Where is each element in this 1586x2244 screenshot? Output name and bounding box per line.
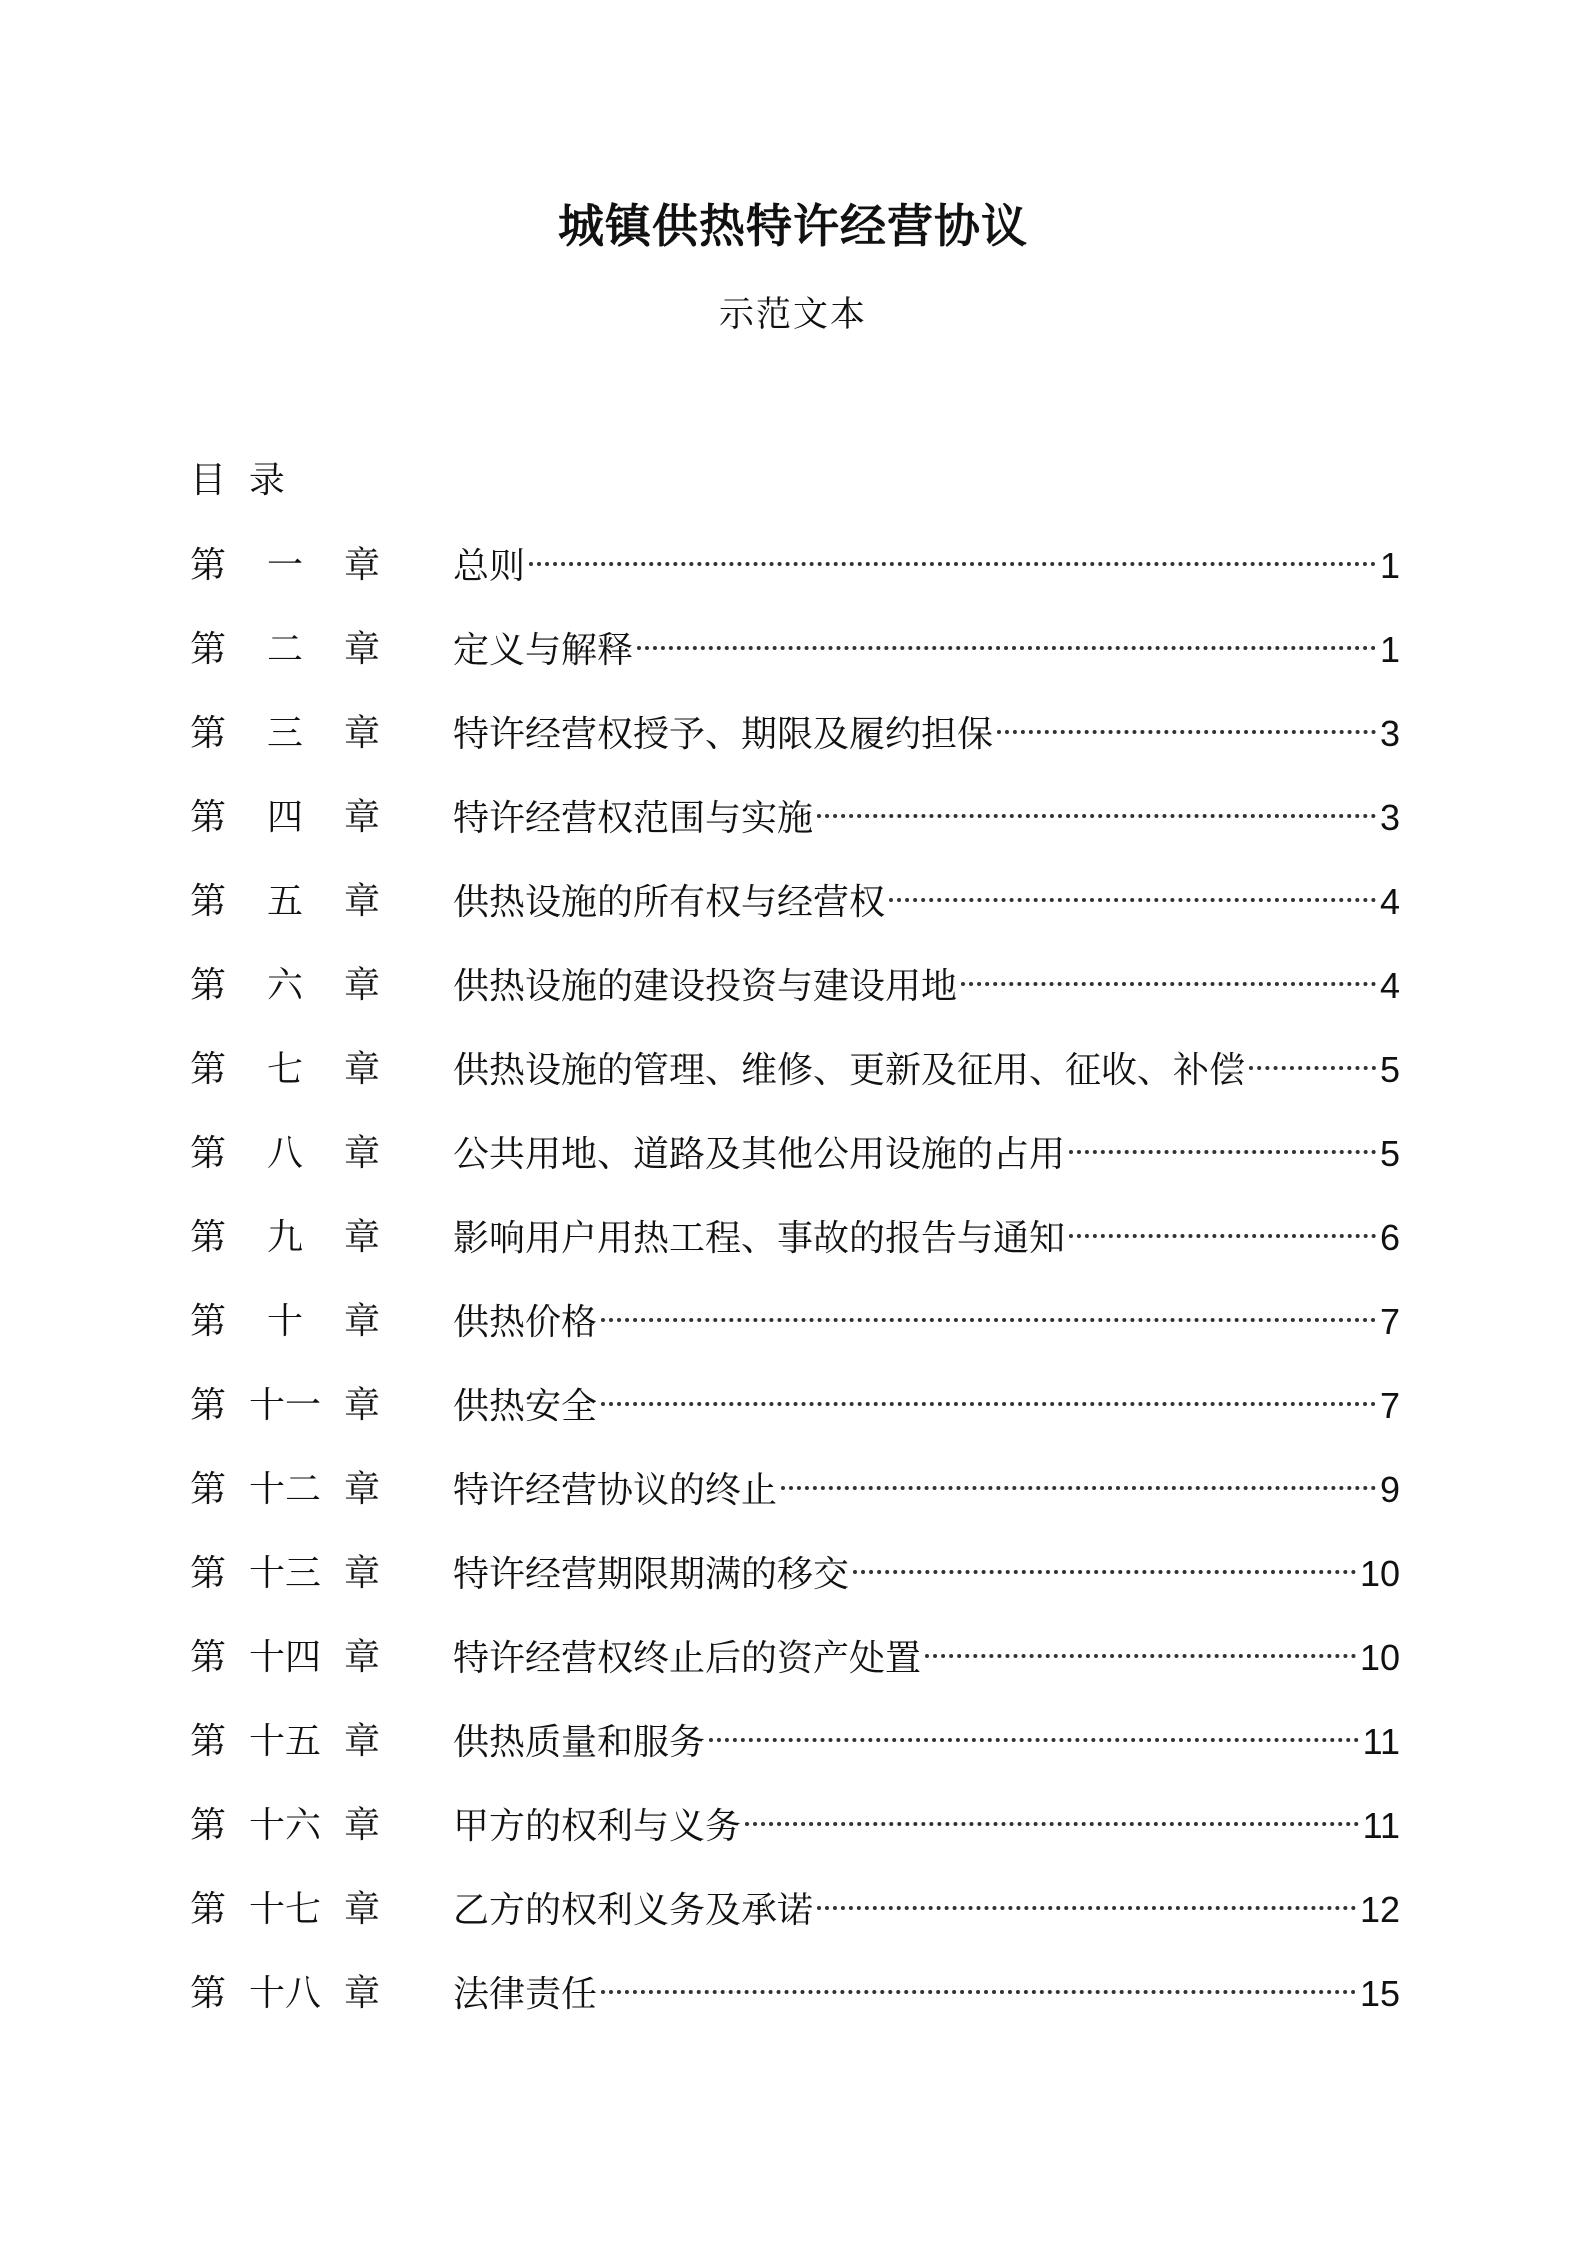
chapter-number	[190, 536, 380, 596]
dot-leader	[1069, 1234, 1376, 1238]
dot-leader	[781, 1486, 1376, 1490]
chapter-number	[190, 956, 380, 1016]
toc-entry-line	[453, 1628, 1400, 1688]
chapter-ordinal: 十八	[248, 1973, 321, 2014]
chapter-number	[190, 1040, 380, 1100]
chapter-ordinal: 六	[266, 965, 303, 1006]
chapter-title: 供热设施的管理、维修、更新及征用、征收、补偿	[453, 1050, 1246, 1091]
page-number: 11	[1362, 1805, 1400, 1846]
chapter-ordinal: 十五	[248, 1721, 321, 1762]
chapter-ordinal: 八	[266, 1133, 303, 1174]
page-number: 3	[1379, 797, 1400, 838]
chapter-ordinal: 九	[266, 1217, 303, 1258]
chapter-suffix: 章	[343, 629, 380, 670]
chapter-number	[190, 1796, 380, 1856]
page-number: 4	[1379, 965, 1400, 1006]
chapter-suffix: 章	[343, 1217, 380, 1258]
chapter-suffix: 章	[343, 1469, 380, 1510]
chapter-number	[190, 788, 380, 848]
chapter-title: 特许经营权终止后的资产处置	[453, 1638, 922, 1679]
chapter-ordinal: 一	[266, 545, 303, 586]
page-number: 7	[1379, 1301, 1400, 1342]
toc-entry[interactable]	[190, 872, 1400, 932]
chapter-number	[190, 1964, 380, 2024]
chapter-ordinal: 三	[266, 713, 303, 754]
toc-entry[interactable]	[190, 1796, 1400, 1856]
chapter-number	[190, 872, 380, 932]
toc-entry-line	[453, 620, 1400, 680]
toc-entry[interactable]	[190, 956, 1400, 1016]
chapter-suffix: 章	[343, 1721, 380, 1762]
chapter-prefix: 第	[190, 713, 227, 754]
toc-entry-line	[453, 1124, 1400, 1184]
chapter-prefix: 第	[190, 1301, 227, 1342]
chapter-number	[190, 1208, 380, 1268]
dot-leader	[1069, 1150, 1376, 1154]
chapter-prefix: 第	[190, 881, 227, 922]
page-number: 6	[1379, 1217, 1400, 1258]
chapter-ordinal: 十二	[248, 1469, 321, 1510]
chapter-suffix: 章	[343, 797, 380, 838]
chapter-prefix: 第	[190, 1217, 227, 1258]
chapter-suffix: 章	[343, 545, 380, 586]
chapter-number	[190, 1124, 380, 1184]
toc-entry[interactable]	[190, 536, 1400, 596]
chapter-suffix: 章	[343, 1889, 380, 1930]
page-number: 4	[1379, 881, 1400, 922]
chapter-ordinal: 十四	[248, 1637, 321, 1678]
toc-entry-line	[453, 704, 1400, 764]
chapter-title: 总则	[453, 546, 526, 587]
page-number: 7	[1379, 1385, 1400, 1426]
dot-leader	[853, 1570, 1356, 1574]
chapter-title: 法律责任	[453, 1974, 598, 2015]
page-number: 3	[1379, 713, 1400, 754]
chapter-title: 特许经营期限期满的移交	[453, 1554, 850, 1595]
chapter-suffix: 章	[343, 1637, 380, 1678]
page-number: 12	[1359, 1889, 1400, 1930]
chapter-ordinal: 四	[266, 797, 303, 838]
chapter-ordinal: 二	[266, 629, 303, 670]
chapter-prefix: 第	[190, 629, 227, 670]
toc-entry[interactable]	[190, 1460, 1400, 1520]
chapter-prefix: 第	[190, 1721, 227, 1762]
toc-entry[interactable]	[190, 620, 1400, 680]
page-number: 1	[1379, 545, 1400, 586]
chapter-prefix: 第	[190, 797, 227, 838]
chapter-suffix: 章	[343, 881, 380, 922]
page-number: 11	[1362, 1721, 1400, 1762]
toc-entry-line	[453, 956, 1400, 1016]
page-number: 10	[1359, 1553, 1400, 1594]
chapter-suffix: 章	[343, 1301, 380, 1342]
chapter-prefix: 第	[190, 1553, 227, 1594]
page-number: 5	[1379, 1049, 1400, 1090]
dot-leader	[709, 1738, 1359, 1742]
chapter-prefix: 第	[190, 1049, 227, 1090]
chapter-suffix: 章	[343, 965, 380, 1006]
chapter-ordinal: 十一	[248, 1385, 321, 1426]
document-subtitle: 示范文本	[718, 295, 867, 335]
toc-entry-line	[453, 1880, 1400, 1940]
page-number: 1	[1379, 629, 1400, 670]
chapter-prefix: 第	[190, 1385, 227, 1426]
dot-leader	[745, 1822, 1359, 1826]
toc-entry-line	[453, 1040, 1400, 1100]
chapter-suffix: 章	[343, 713, 380, 754]
toc-entry-line	[453, 872, 1400, 932]
toc-entry-line	[453, 1712, 1400, 1772]
chapter-ordinal: 五	[266, 881, 303, 922]
chapter-number	[190, 1880, 380, 1940]
chapter-title: 供热设施的建设投资与建设用地	[453, 966, 958, 1007]
toc-entry[interactable]	[190, 704, 1400, 764]
chapter-title: 影响用户用热工程、事故的报告与通知	[453, 1218, 1066, 1259]
toc-entry[interactable]	[190, 1376, 1400, 1436]
toc-entry[interactable]	[190, 1124, 1400, 1184]
chapter-number	[190, 1628, 380, 1688]
dot-leader	[601, 1990, 1356, 1994]
toc-heading: 目 录	[190, 460, 285, 501]
toc-entry-line	[453, 1796, 1400, 1856]
page-number: 15	[1359, 1973, 1400, 2014]
dot-leader	[997, 730, 1376, 734]
toc-entry[interactable]	[190, 788, 1400, 848]
chapter-prefix: 第	[190, 1133, 227, 1174]
chapter-title: 供热安全	[453, 1386, 598, 1427]
chapter-title: 公共用地、道路及其他公用设施的占用	[453, 1134, 1066, 1175]
dot-leader	[601, 1402, 1376, 1406]
chapter-title: 供热设施的所有权与经营权	[453, 882, 886, 923]
chapter-prefix: 第	[190, 965, 227, 1006]
dot-leader	[601, 1318, 1376, 1322]
chapter-number	[190, 704, 380, 764]
chapter-ordinal: 十六	[248, 1805, 321, 1846]
dot-leader	[889, 898, 1376, 902]
dot-leader	[637, 646, 1376, 650]
chapter-prefix: 第	[190, 1889, 227, 1930]
toc-entry-line	[453, 1208, 1400, 1268]
chapter-title: 特许经营协议的终止	[453, 1470, 778, 1511]
toc-entry-line	[453, 536, 1400, 596]
chapter-title: 特许经营权授予、期限及履约担保	[453, 714, 994, 755]
dot-leader	[817, 1906, 1356, 1910]
chapter-title: 甲方的权利与义务	[453, 1806, 742, 1847]
toc-entry-line	[453, 1292, 1400, 1352]
chapter-suffix: 章	[343, 1553, 380, 1594]
chapter-title: 特许经营权范围与实施	[453, 798, 814, 839]
page-number: 10	[1359, 1637, 1400, 1678]
chapter-prefix: 第	[190, 1805, 227, 1846]
dot-leader	[529, 562, 1376, 566]
toc-entry-line	[453, 788, 1400, 848]
chapter-number	[190, 1544, 380, 1604]
toc-entry[interactable]	[190, 1880, 1400, 1940]
chapter-ordinal: 十七	[248, 1889, 321, 1930]
chapter-ordinal: 十	[266, 1301, 303, 1342]
toc-entry[interactable]	[190, 1712, 1400, 1772]
chapter-number	[190, 620, 380, 680]
chapter-number	[190, 1292, 380, 1352]
toc-entry[interactable]	[190, 1208, 1400, 1268]
chapter-prefix: 第	[190, 1637, 227, 1678]
toc-entry[interactable]	[190, 1040, 1400, 1100]
toc-entry-line	[453, 1460, 1400, 1520]
chapter-number	[190, 1712, 380, 1772]
chapter-prefix: 第	[190, 1469, 227, 1510]
chapter-suffix: 章	[343, 1973, 380, 2014]
dot-leader	[961, 982, 1376, 986]
chapter-title: 定义与解释	[453, 630, 634, 671]
dot-leader	[817, 814, 1376, 818]
toc-entry-line	[453, 1376, 1400, 1436]
chapter-suffix: 章	[343, 1133, 380, 1174]
chapter-prefix: 第	[190, 1973, 227, 2014]
toc-entry[interactable]	[190, 1544, 1400, 1604]
chapter-prefix: 第	[190, 545, 227, 586]
toc-entry[interactable]	[190, 1292, 1400, 1352]
chapter-suffix: 章	[343, 1385, 380, 1426]
chapter-number	[190, 1376, 380, 1436]
toc-entry[interactable]	[190, 1964, 1400, 2024]
dot-leader	[925, 1654, 1356, 1658]
toc-entry-line	[453, 1964, 1400, 2024]
chapter-title: 供热质量和服务	[453, 1722, 706, 1763]
chapter-ordinal: 十三	[248, 1553, 321, 1594]
chapter-title: 乙方的权利义务及承诺	[453, 1890, 814, 1931]
chapter-number	[190, 1460, 380, 1520]
toc-entry-line	[453, 1544, 1400, 1604]
dot-leader	[1249, 1066, 1376, 1070]
page-number: 9	[1379, 1469, 1400, 1510]
document-title: 城镇供热特许经营协议	[558, 199, 1028, 253]
chapter-suffix: 章	[343, 1805, 380, 1846]
chapter-ordinal: 七	[266, 1049, 303, 1090]
page-number: 5	[1379, 1133, 1400, 1174]
chapter-title: 供热价格	[453, 1302, 598, 1343]
toc-entry[interactable]	[190, 1628, 1400, 1688]
chapter-suffix: 章	[343, 1049, 380, 1090]
